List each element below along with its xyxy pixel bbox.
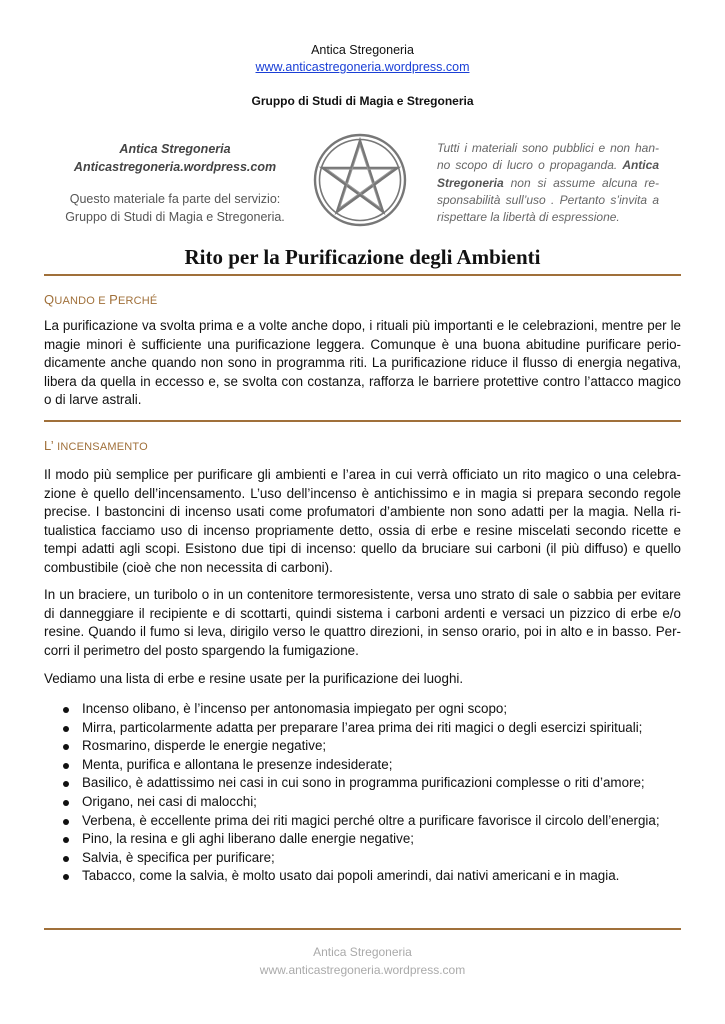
section-heading-when-why: [44, 292, 157, 307]
disclaimer-part1: Tutti i materiali sono pubblici e non han-no scopo di lucro o propaganda.: [437, 141, 659, 173]
list-item: Mirra, particolarmente adatta per preparare l’area prima dei riti magici o degli esercizi spirituali;: [44, 719, 684, 738]
heading-cap-l: L’: [44, 438, 54, 453]
disclaimer-brand: Antica Stregoneria: [437, 158, 659, 190]
list-item: Pino, la resina e gli aghi liberano dalle energie negative;: [44, 830, 684, 849]
section2-paragraph2: In un braciere, un turibolo o in un contenitore termoresistente, versa uno strato di sale o sabbia per evitare di danneggiare il recipiente e di scottarti, quindi sistema i carboni ardenti e versaci un pizzico di erbe e/o resine. Quando il fumo si leva, dirigilo verso le quattro direzioni, in senso orario, poi in alto e in basso. Per-corri il perimetro del posto spargendo la fumigazione.: [44, 587, 681, 658]
list-item: Tabacco, come la salvia, è molto usato dai popoli amerindi, dai nativi americani e in magia.: [44, 867, 684, 886]
page-title: Rito per la Purificazione degli Ambienti: [184, 245, 541, 269]
list-item: Basilico, è adattissimo nei casi in cui sono in programma purificazioni complesse o riti d’amore;: [44, 774, 684, 793]
header-site-link[interactable]: www.anticastregoneria.wordpress.com: [255, 60, 470, 74]
pentacle-icon: [312, 132, 408, 228]
section1-paragraph: La purificazione va svolta prima e a volte anche dopo, i rituali più importanti e le celebrazioni, mentre per le magie minori è sufficiente una purificazione leggera. Comunque è una buona abitudine purificare perio-dicamente anche quando non sono in programma riti. La purificazione riduce il flusso di energia negativa, libera da quella in eccesso e, se svolta con costanza, rafforza le barriere protettive contro l’attacco magico o di larve astrali.: [44, 318, 681, 408]
section2-paragraph1: Il modo più semplice per purificare gli ambienti e l’area in cui verrà officiato un rito magico o una celebra-zione è quello dell’incensamento. L’uso dell’incenso è antichissimo e in magia si prepara secondo regole precise. I bastoncini di incenso usati come profumatori d’ambiente non sono adatti per la magia. Nella ri-tualistica facciamo uso di incenso propriamente detto, ossia di erbe e resine miscelati secondo ricette e tempi adatti agli scopi. Esistono due tipi di incenso: quello da bruciare sui carboni (il più diffuso) e quello combustibile (cioè che non necessita di carboni).: [44, 467, 681, 575]
divider-section1: [44, 420, 681, 422]
footer-site-name: Antica Stregoneria: [313, 945, 412, 959]
list-item: Rosmarino, disperde le energie negative;: [44, 737, 684, 756]
header-site-name: Antica Stregoneria: [311, 43, 414, 57]
header-group-title: Gruppo di Studi di Magia e Stregoneria: [251, 94, 474, 108]
list-item: Salvia, è specifica per purificare;: [44, 849, 684, 868]
heading-rest: INCENSAMENTO: [53, 441, 148, 453]
disclaimer: [437, 140, 659, 226]
heading-cap-p: P: [109, 292, 118, 307]
info-service-line2: Gruppo di Studi di Magia e Stregoneria.: [65, 210, 285, 224]
info-name: Antica Stregoneria: [119, 142, 231, 156]
section-heading-incensing: [44, 438, 148, 453]
list-item: Verbena, è eccellente prima dei riti magici perché oltre a purificare favorisce il circolo dell’energia;: [44, 812, 684, 831]
herb-list: [44, 700, 684, 886]
divider-title: [44, 274, 681, 276]
list-item: Origano, nei casi di malocchi;: [44, 793, 684, 812]
heading-cap-q: Q: [44, 292, 55, 307]
footer-site-url: www.anticastregoneria.wordpress.com: [259, 963, 466, 977]
info-block: [60, 140, 290, 226]
info-service-line1: Questo materiale fa parte del servizio:: [69, 192, 281, 206]
list-item: Incenso olibano, è l’incenso per antonomasia impiegato per ogni scopo;: [44, 700, 684, 719]
list-item: Menta, purifica e allontana le presenze indesiderate;: [44, 756, 684, 775]
herb-list-intro: Vediamo una lista di erbe e resine usate per la purificazione dei luoghi.: [44, 671, 464, 686]
heading-rest-1: UANDO E: [54, 295, 110, 307]
info-site: Anticastregoneria.wordpress.com: [73, 160, 277, 174]
divider-footer: [44, 928, 681, 930]
disclaimer-part2: non si assume alcuna re-sponsabilità sull’uso . Pertanto s’invita a rispettare la libertà di espressione.: [437, 175, 659, 225]
heading-rest-2: ERCHÉ: [117, 295, 158, 307]
